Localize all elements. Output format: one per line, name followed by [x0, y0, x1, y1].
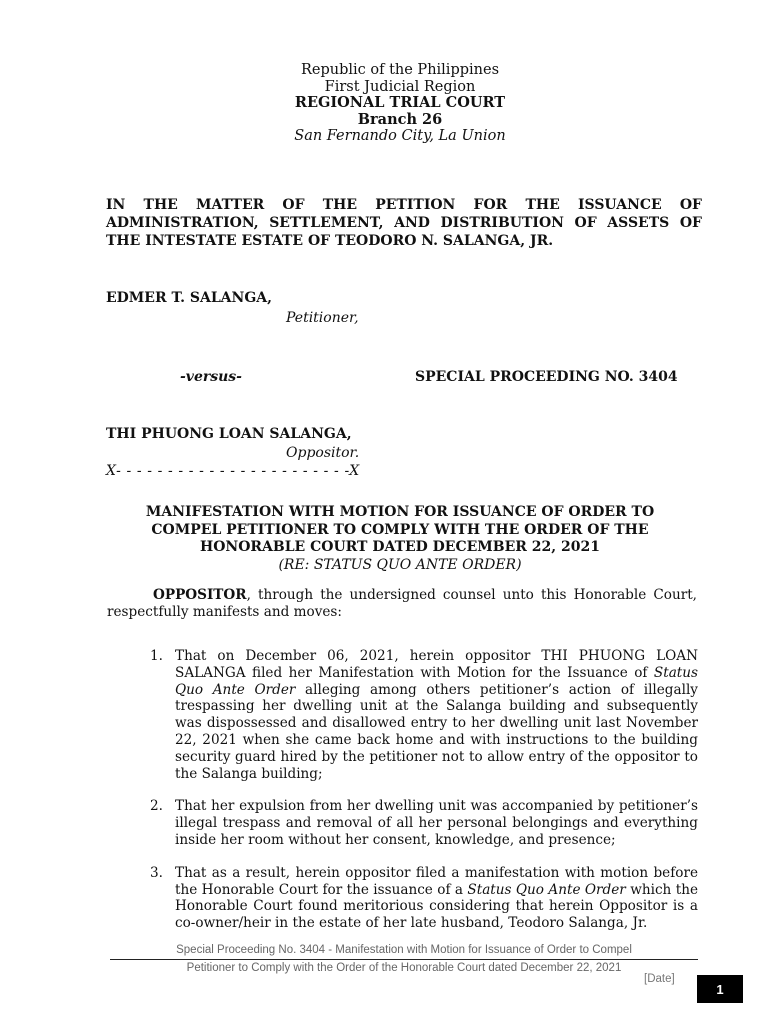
- item-number: 1.: [150, 648, 163, 664]
- item-text: That as a result, herein oppositor filed a manifestation with motion before the Honorable Court for the issuance of a: [175, 864, 698, 898]
- oppositor-name: THI PHUONG LOAN SALANGA,: [106, 426, 352, 442]
- motion-title-line-3: HONORABLE COURT DATED DECEMBER 22, 2021: [199, 539, 601, 555]
- footer-divider: [110, 959, 698, 960]
- header-city: San Fernando City, La Union: [294, 128, 506, 144]
- allegation-item: [150, 648, 698, 782]
- petitioner-name: EDMER T. SALANGA,: [106, 290, 273, 306]
- page-number: 1: [697, 975, 743, 1003]
- motion-subtitle: (RE: STATUS QUO ANTE ORDER): [278, 556, 522, 573]
- court-header: [0, 62, 768, 145]
- motion-title-line-1: MANIFESTATION WITH MOTION FOR ISSUANCE OF ORDER TO: [145, 504, 655, 520]
- item-text-continued: alleging among others petitioner’s action of illegally trespassing her dwelling unit at the Salanga building and subsequently was dispossessed and disallowed entry to her dwelling unit last November 22, 2021 when she came back home and with instructions to the building security guard hired by the petitioner not to allow entry of the oppositor to the Salanga building;: [175, 681, 698, 782]
- motion-title: [100, 504, 700, 574]
- footer-line-2: Petitioner to Comply with the Order of the Honorable Court dated December 22, 2021: [186, 962, 622, 974]
- numbered-allegations: [150, 648, 698, 948]
- case-title: IN THE MATTER OF THE PETITION FOR THE ISSUANCE OF ADMINISTRATION, SETTLEMENT, AND DISTRIBUTION OF ASSETS OF THE INTESTATE ESTATE OF TEODORO N. SALANGA, JR.: [106, 197, 702, 249]
- allegation-item: [150, 865, 698, 932]
- header-court: REGIONAL TRIAL COURT: [294, 94, 506, 111]
- header-republic: Republic of the Philippines: [300, 62, 500, 78]
- item-text-continued: which the Honorable Court found meritorious considering that herein Oppositor is a co-owner/heir in the estate of her late husband, Teodoro Salanga, Jr.: [175, 881, 698, 932]
- intro-paragraph: [107, 587, 697, 621]
- intro-text: , through the undersigned counsel unto this Honorable Court, respectfully manifests and moves:: [107, 587, 697, 620]
- item-emphasis: Status Quo Ante Order: [175, 664, 698, 698]
- case-number: SPECIAL PROCEEDING NO. 3404: [415, 369, 678, 385]
- item-emphasis: Status Quo Ante Order: [467, 881, 626, 898]
- header-region: First Judicial Region: [324, 78, 476, 95]
- item-text: That on December 06, 2021, herein oppositor THI PHUONG LOAN SALANGA filed her Manifestation with Motion for the Issuance of: [175, 648, 698, 681]
- caption-closing-rule: X- - - - - - - - - - - - - - - - - - - - - - -X: [106, 463, 360, 479]
- petitioner-role: Petitioner,: [286, 310, 359, 326]
- motion-title-line-2: COMPEL PETITIONER TO COMPLY WITH THE ORDER OF THE: [151, 521, 649, 538]
- item-number: 3.: [150, 864, 163, 881]
- oppositor-role: Oppositor.: [286, 445, 360, 461]
- intro-party: OPPOSITOR: [153, 587, 247, 603]
- header-branch: Branch 26: [357, 110, 443, 128]
- allegation-item: [150, 798, 698, 848]
- versus-label: -versus-: [180, 369, 242, 385]
- footer-date: [Date]: [644, 973, 675, 985]
- footer-line-1: Special Proceeding No. 3404 - Manifestation with Motion for Issuance of Order to Compel: [176, 944, 632, 956]
- item-number: 2.: [150, 798, 163, 815]
- item-text: That her expulsion from her dwelling unit was accompanied by petitioner’s illegal trespass and removal of all her personal belongings and everything inside her room without her consent, knowledge, and presence;: [175, 798, 698, 848]
